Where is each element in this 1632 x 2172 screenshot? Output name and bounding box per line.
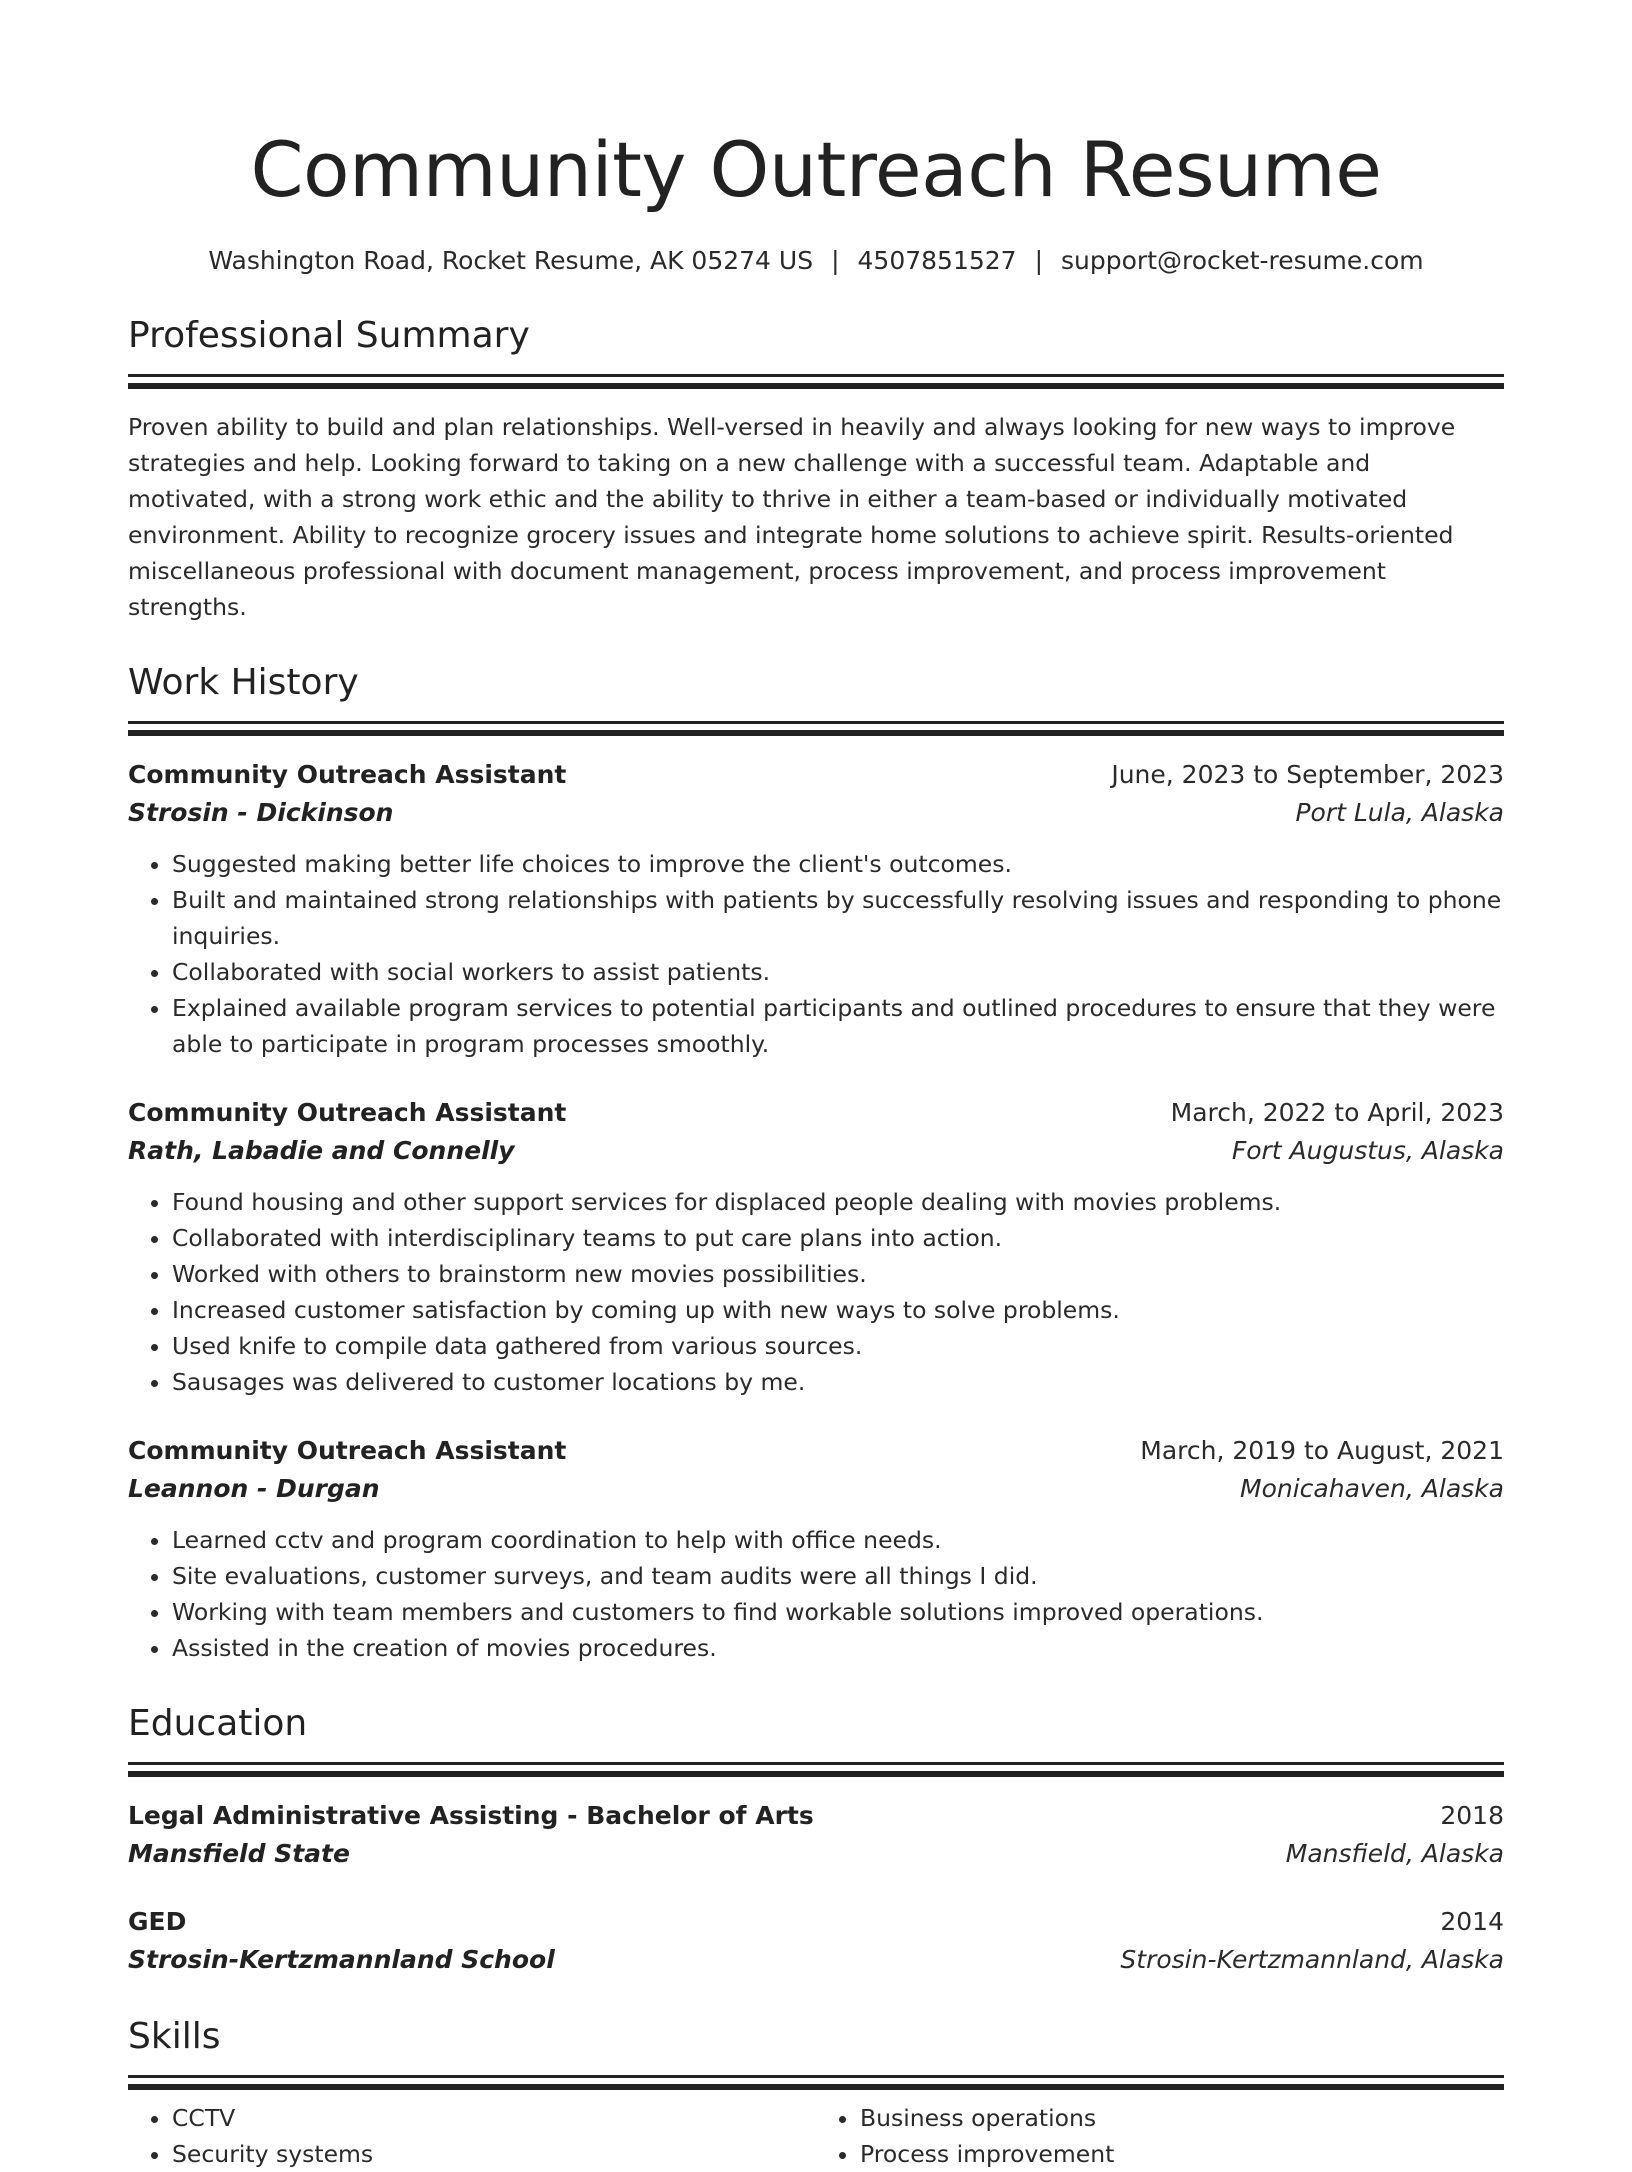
education-school: Strosin-Kertzmannland School — [128, 1945, 555, 1974]
job-bullet: • Collaborated with interdisciplinary teams to put care plans into action. — [172, 1220, 1504, 1256]
education-location: Strosin-Kertzmannland, Alaska — [1120, 1945, 1504, 1974]
job-bullet: • Learned cctv and program coordination to help with office needs. — [172, 1522, 1504, 1558]
contact-phone: 4507851527 — [857, 246, 1017, 275]
job-bullet: • Sausages was delivered to customer locations by me. — [172, 1364, 1504, 1400]
section-divider — [128, 2075, 1504, 2078]
education-degree: Legal Administrative Assisting - Bachelor of Arts — [128, 1801, 814, 1830]
job-bullet: • Increased customer satisfaction by coming up with new ways to solve problems. — [172, 1292, 1504, 1328]
education-location: Mansfield, Alaska — [1285, 1839, 1504, 1868]
job-location: Fort Augustus, Alaska — [1231, 1136, 1504, 1165]
job-bullet: • Assisted in the creation of movies procedures. — [172, 1630, 1504, 1666]
summary-heading: Professional Summary — [128, 315, 530, 356]
job-bullet: • Suggested making better life choices to improve the client's outcomes. — [172, 846, 1504, 882]
contact-separator: | — [831, 246, 840, 275]
contact-line — [128, 244, 1504, 278]
work-history-heading: Work History — [128, 662, 359, 703]
contact-address: Washington Road, Rocket Resume, AK 05274 US — [208, 246, 814, 275]
job-title: Community Outreach Assistant — [128, 1436, 567, 1465]
contact-separator: | — [1034, 246, 1044, 275]
job-bullet: • Used knife to compile data gathered from various sources. — [172, 1328, 1504, 1364]
job-bullets — [128, 846, 1504, 1062]
job-company: Rath, Labadie and Connelly — [128, 1136, 515, 1165]
skills-section — [128, 2015, 1504, 2172]
summary-section — [128, 314, 1504, 625]
job-bullet: • Site evaluations, customer surveys, and team audits were all things I did. — [172, 1558, 1504, 1594]
section-divider — [128, 374, 1504, 377]
job-bullet: • Found housing and other support services for displaced people dealing with movies problems. — [172, 1184, 1504, 1220]
job-entry — [128, 1094, 1504, 1400]
skill-item: • Business operations — [860, 2100, 1504, 2136]
job-bullet: • Working with team members and customers to find workable solutions improved operations. — [172, 1594, 1504, 1630]
skill-item: • CCTV — [172, 2100, 816, 2136]
education-degree: GED — [128, 1907, 187, 1936]
contact-email: support@rocket-resume.com — [1061, 246, 1424, 275]
skill-item: • Security systems — [172, 2136, 816, 2172]
job-entry — [128, 1432, 1504, 1666]
job-company: Leannon - Durgan — [128, 1474, 380, 1503]
job-dates: June, 2023 to September, 2023 — [1111, 760, 1504, 789]
skills-heading: Skills — [128, 2016, 221, 2057]
skills-column-right — [816, 2100, 1504, 2172]
job-location: Port Lula, Alaska — [1295, 798, 1504, 827]
skills-column-left — [128, 2100, 816, 2172]
job-dates: March, 2019 to August, 2021 — [1140, 1436, 1504, 1465]
section-divider — [128, 721, 1504, 724]
job-entry — [128, 756, 1504, 1062]
education-entry — [128, 1797, 1504, 1873]
section-divider — [128, 1762, 1504, 1765]
education-heading: Education — [128, 1703, 308, 1744]
education-year: 2018 — [1440, 1801, 1504, 1830]
resume-title: Community Outreach Resume — [250, 125, 1382, 214]
job-bullet: • Explained available program services to potential participants and outlined procedures to ensure that they were able to participate in program processes smoothly. — [172, 990, 1504, 1062]
work-history-section — [128, 661, 1504, 1666]
skills-list — [128, 2100, 1504, 2172]
job-location: Monicahaven, Alaska — [1240, 1474, 1504, 1503]
job-bullets — [128, 1522, 1504, 1666]
job-dates: March, 2022 to April, 2023 — [1170, 1098, 1504, 1127]
job-bullet: • Collaborated with social workers to assist patients. — [172, 954, 1504, 990]
job-title: Community Outreach Assistant — [128, 760, 567, 789]
summary-text: Proven ability to build and plan relationships. Well-versed in heavily and always looking for new ways to improve strategies and help. Looking forward to taking on a new challenge with a successful team. Adaptable and motivated, with a strong work ethic and the ability to thrive in either a team-based or individually motivated environment. Ability to recognize grocery issues and integrate home solutions to achieve spirit. Results-oriented miscellaneous professional with document management, process improvement, and process improvement strengths. — [128, 413, 1456, 621]
job-company: Strosin - Dickinson — [128, 798, 394, 827]
job-title: Community Outreach Assistant — [128, 1098, 567, 1127]
skill-item: • Process improvement — [860, 2136, 1504, 2172]
education-school: Mansfield State — [128, 1839, 350, 1868]
job-bullet: • Built and maintained strong relationships with patients by successfully resolving issues and responding to phone inquiries. — [172, 882, 1504, 954]
education-year: 2014 — [1440, 1907, 1504, 1936]
job-bullets — [128, 1184, 1504, 1400]
education-section — [128, 1702, 1504, 1979]
education-entry — [128, 1903, 1504, 1979]
job-bullet: • Worked with others to brainstorm new movies possibilities. — [172, 1256, 1504, 1292]
